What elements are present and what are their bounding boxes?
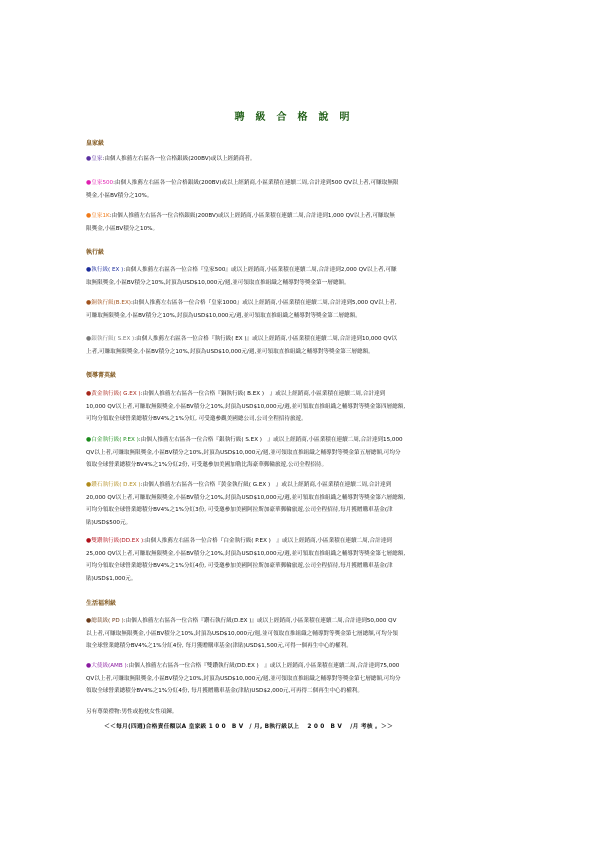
rank-name: 白金執行級( P.EX )	[91, 437, 139, 443]
section-heading-benefit: 生活福利級	[86, 600, 117, 607]
bullet-icon: ●	[86, 212, 92, 219]
item-dex	[86, 479, 510, 529]
item-text: QV以上者,可賺取無限獎金,小區BV積分之10%,封頂為USD$10,000元/週,並可領取直推組織之輔導對等獎金第七層總額,可均分	[86, 675, 401, 682]
bullet-icon: ●	[86, 299, 92, 306]
item-text: 取全球營業總積分BV4%之1%分紅4份, 每月獲贈購車基金(津貼)USD$1,500元,可得一個再生中心的權利。	[86, 643, 352, 649]
item-text: :由個人推薦左右區各一位合格銀級(200BV)或以上經銷商,小區業積在連續二周,合計達到500 QV以上者,可賺取無限	[113, 180, 399, 186]
rank-name: 執行級( EX )	[91, 267, 124, 273]
item-text: :由個人推薦左右區各一位合格『鑽石執行級(D.EX )』或以上經銷商,小區業積在連續二周,合計達到50,000 QV	[123, 618, 397, 624]
rank-name: 銀執行級( S.EX )	[91, 336, 135, 342]
item-text: 可均分領取全球營業總積分BV4%之1%分紅, 可受邀參觀美國總公司,公司全程招待旅遊。	[86, 416, 307, 422]
item-text: :由個人推薦左右區各一位合格『銀執行級( S.EX ) 』或以上經銷商,小區業積在連續二周,合計達到15,000	[138, 437, 403, 443]
item-text: 取無限獎金,小區BV積分之10%,封頂為USD$10,000元/週,並可領取直推組織之輔導對等獎金第一層總額。	[86, 279, 350, 286]
item-text: 可均分領取全球營業總積分BV4%之1%分紅3份, 可受邀參加美國阿拉斯加豪華郵輪旅遊,公司全程招待,每月獲贈購車基金(津	[86, 507, 393, 513]
rank-name: 雙鑽執行級(DD.EX )	[91, 538, 144, 544]
item-pd	[86, 615, 510, 653]
bullet-icon: ●	[86, 537, 92, 544]
item-ddex	[86, 535, 510, 585]
item-ex	[86, 264, 510, 289]
item-text: 獎金,小區BV積分之10%。	[86, 192, 153, 199]
item-text: :由個人推薦左右區各一位合格『皇家500』或以上經銷商,小區業積在連續二周,合計達到2,000 QV以上者,可賺	[123, 267, 397, 273]
item-text: :由個人推薦左右區各一位合格銀級(200BV)或以上經銷商,小區業積在連續二周,合計達到1,000 QV以上者,可賺取無	[109, 213, 395, 219]
item-text: 領取全球營業總積分BV4%之1%分紅2份, 可受邀參加美國加勒比海豪華郵輪旅遊,公司全程招待。	[86, 462, 328, 468]
gift-note: 另有尊榮禮物:男性或抱枕女性項鍊。	[86, 709, 178, 715]
item-text: :由個人推薦左右區各一位合格『黃金執行級( G.EX ) 』或以上經銷商,小區業積在連續二周,合計達到	[140, 482, 392, 488]
item-text: :由個人推薦左右區各一位合格『皇家1000』或以上經銷商,小區業積在連續二周,合計達到5,000 QV以上者,	[130, 300, 397, 306]
bullet-icon: ●	[86, 179, 92, 186]
bullet-icon: ●	[86, 335, 92, 342]
rank-name: 銅執行級(B.EX)	[91, 300, 131, 306]
item-amb	[86, 660, 510, 698]
rank-name: 皇家1K	[91, 213, 110, 219]
rank-name: 大使級(AMB )	[91, 663, 127, 669]
section-heading-exec: 執行級	[86, 249, 105, 256]
item-pex	[86, 434, 510, 472]
item-text: 10,000 QV以上者,可賺取無限獎金,小區BV積分之10%,封頂為USD$10,000元/週,並可領取直推組織之輔導對等獎金第四層總額,	[86, 403, 406, 410]
item-text: 以上者,可賺取無限獎金,小區BV積分之10%,封頂為USD$10,000元/週,並可領取直推組織之輔導對等獎金第七層總額,可均分領	[86, 630, 398, 637]
item-text: 25,000 QV以上者,可賺取無限獎金,小區BV積分之10%,封頂為USD$10,000元/週,並可領取直推組織之輔導對等獎金第七層總額,	[86, 550, 406, 557]
section-heading-elite: 領導菁英級	[86, 372, 117, 379]
bullet-icon: ●	[86, 662, 92, 669]
item-text: :由個人推薦左右區各一位合格『執行級( EX )』或以上經銷商,小區業積在連續二周,合計達到10,000 QV以	[134, 336, 398, 342]
section-heading-royal: 皇家級	[86, 140, 105, 147]
monthly-requirement: ＜＜每月(四週)合格責任額以A 皇家級 1 0 0 B V / 月, B執行級以上 2 0 0 B V /月 考核 。＞＞	[104, 724, 394, 730]
item-text: 可賺取無限獎金,小區BV積分之10%,封頂為USD$10,000元/週,並可領取直推組織之輔導對等獎金第二層總額。	[86, 312, 361, 319]
item-sex	[86, 333, 510, 358]
item-text: 20,000 QV以上者,可賺取無限獎金,小區BV積分之10%,封頂為USD$10,000元/週,並可領取直推組織之輔導對等獎金第六層總額,	[86, 494, 406, 501]
bullet-icon: ●	[86, 436, 92, 443]
item-text: 貼)USD$500元。	[86, 519, 132, 526]
bullet-icon: ●	[86, 390, 92, 397]
item-text: 限獎金,小區BV積分之10%。	[86, 225, 159, 232]
bullet-icon: ●	[86, 617, 92, 624]
item-text: :由個人推薦左右區各一位合格『雙鑽執行級(DD.EX ) 』或以上經銷商,小區業積在連續二周,合計達到75,000	[126, 663, 400, 669]
item-bex	[86, 297, 510, 322]
rank-name: 鑽石執行級( D.EX )	[91, 482, 141, 488]
item-text: QV以上者,可賺取無限獎金,小區BV積分之10%,封頂為USD$10,000元/週,並可領取直推組織之輔導對等獎金第五層總額,可均分	[86, 449, 401, 456]
rank-name: 黃金執行級( G.EX )	[91, 391, 141, 397]
item-text: :由個人推薦左右區各一位合格『白金執行級( P.EX ) 』或以上經銷商,小區業積在連續二周,合計達到	[143, 538, 392, 544]
rank-name: 總裁級( PD )	[91, 618, 124, 624]
page-title: 聘級合格說明	[234, 112, 361, 123]
bullet-icon: ●	[86, 266, 92, 273]
item-text: 上者,可賺取無限獎金,小區BV積分之10%,封頂為USD$10,000元/週,並可領取直推組織之輔導對等獎金第三層總額。	[86, 348, 374, 355]
bullet-icon: ●	[86, 481, 92, 488]
item-royal1k	[86, 210, 510, 235]
item-text: 領取全球營業總積分BV4%之1%分紅4份, 每月獲贈購車基金(津貼)USD$2,000元,可再得二個再生中心的權利。	[86, 688, 363, 694]
item-gex	[86, 388, 510, 426]
rank-name: 皇家500	[91, 180, 114, 186]
bullet-icon: ●	[86, 155, 92, 162]
item-royal	[86, 153, 510, 166]
item-text: :由個人推薦左右區各一位合格『銅執行級( B.EX ) 』或以上經銷商,小區業積在連續二周,合計達到	[140, 391, 386, 397]
item-text: 貼)USD$1,000元。	[86, 575, 137, 582]
rank-name: 皇家	[91, 156, 103, 162]
item-text: 可均分領取全球營業總積分BV4%之1%分紅4份, 可受邀參加美國阿拉斯加豪華郵輪旅遊,公司全程招待,每月獲贈購車基金(津	[86, 563, 393, 569]
item-text: :由個人推薦左右區各一位合格銀級(200BV)或以上經銷商者。	[102, 156, 256, 162]
item-royal500	[86, 177, 510, 202]
